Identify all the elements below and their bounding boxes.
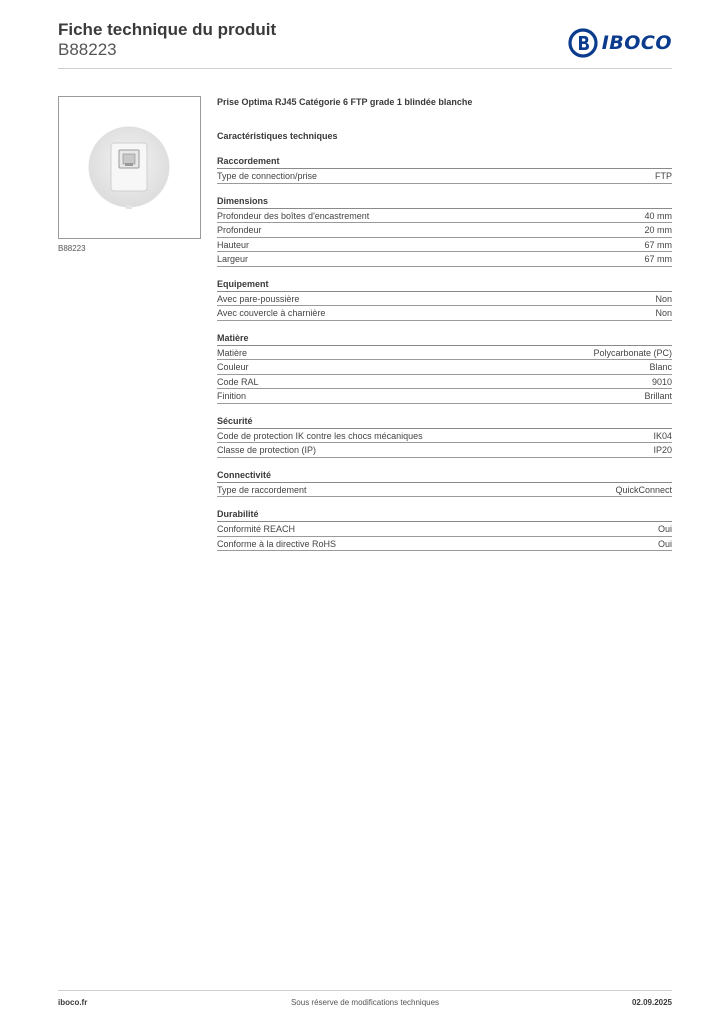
- spec-value: Non: [655, 293, 672, 304]
- spec-row: [217, 209, 672, 224]
- spec-value: FTP: [655, 171, 672, 181]
- footer-date: 02.09.2025: [631, 998, 672, 1007]
- spec-row: [217, 252, 672, 267]
- spec-value: 67 mm: [644, 239, 672, 250]
- footer-notice: Sous réserve de modifications techniques: [290, 998, 440, 1007]
- spec-label: Finition: [217, 391, 247, 401]
- section-equipement: [217, 278, 672, 321]
- spec-label: Type de raccordement: [217, 484, 307, 495]
- spec-value: Blanc: [649, 362, 672, 372]
- spec-label: Largeur: [217, 254, 249, 264]
- spec-label: Couleur: [217, 362, 249, 372]
- spec-row: [217, 169, 672, 184]
- spec-value: 9010: [651, 376, 672, 387]
- rj45-socket-icon: [59, 97, 200, 238]
- section-connectivite: [217, 469, 672, 498]
- section-title: Durabilité: [217, 508, 672, 522]
- spec-value: Oui: [657, 538, 672, 549]
- section-raccordement: [217, 155, 672, 184]
- spec-label: Conformité REACH: [217, 524, 296, 534]
- iboco-logo-icon: [568, 28, 598, 58]
- section-title: Matière: [217, 332, 672, 346]
- section-durabilite: [217, 508, 672, 551]
- page-title: Fiche technique du produit: [58, 20, 277, 39]
- spec-sheet: [217, 96, 672, 551]
- section-dimensions: [217, 195, 672, 267]
- spec-value: Non: [655, 308, 672, 318]
- section-matiere: [217, 332, 672, 404]
- spec-row: [217, 483, 672, 498]
- spec-row: [217, 522, 672, 537]
- spec-label: Conforme à la directive RoHS: [217, 538, 337, 549]
- spec-label: Code de protection IK contre les chocs mécaniques: [217, 430, 423, 441]
- spec-row: [217, 238, 672, 253]
- spec-value: QuickConnect: [615, 484, 672, 495]
- spec-row: [217, 360, 672, 375]
- spec-row: [217, 375, 672, 390]
- spec-row: [217, 346, 672, 361]
- spec-row: [217, 389, 672, 404]
- brand-logo: [568, 28, 672, 58]
- spec-label: Hauteur: [217, 239, 250, 250]
- spec-label: Code RAL: [217, 376, 259, 387]
- section-title: Raccordement: [217, 155, 672, 169]
- spec-value: Polycarbonate (PC): [593, 347, 672, 358]
- section-title: Equipement: [217, 278, 672, 292]
- product-image: [58, 96, 201, 239]
- spec-value: IP20: [653, 445, 672, 455]
- logo-text: IBOCO: [601, 32, 672, 54]
- product-title: Prise Optima RJ45 Catégorie 6 FTP grade 1 blindée blanche: [217, 97, 473, 107]
- spec-row: [217, 429, 672, 444]
- header-divider: [58, 68, 672, 69]
- section-title: Connectivité: [217, 469, 672, 483]
- spec-row: [217, 292, 672, 307]
- page-header: [58, 20, 672, 70]
- spec-label: Avec pare-poussière: [217, 293, 300, 304]
- image-caption: B88223: [58, 244, 86, 253]
- spec-row: [217, 223, 672, 238]
- spec-value: 40 mm: [644, 210, 672, 221]
- spec-label: Matière: [217, 347, 248, 358]
- spec-label: Classe de protection (IP): [217, 445, 317, 455]
- spec-value: 20 mm: [644, 225, 672, 235]
- spec-label: Profondeur des boîtes d'encastrement: [217, 210, 370, 221]
- footer-divider: [58, 990, 672, 991]
- spec-value: 67 mm: [644, 254, 672, 264]
- product-code: B88223: [58, 40, 117, 59]
- spec-label: Profondeur: [217, 225, 262, 235]
- section-title: Dimensions: [217, 195, 672, 209]
- section-securite: [217, 415, 672, 458]
- specs-heading: Caractéristiques techniques: [217, 131, 338, 141]
- section-title: Sécurité: [217, 415, 672, 429]
- spec-value: Oui: [657, 524, 672, 534]
- spec-row: [217, 443, 672, 458]
- footer-website-link[interactable]: iboco.fr: [58, 998, 88, 1007]
- spec-row: [217, 306, 672, 321]
- spec-value: IK04: [653, 430, 672, 441]
- spec-value: Brillant: [644, 391, 672, 401]
- spec-label: Avec couvercle à charnière: [217, 308, 326, 318]
- spec-label: Type de connection/prise: [217, 171, 318, 181]
- spec-row: [217, 537, 672, 552]
